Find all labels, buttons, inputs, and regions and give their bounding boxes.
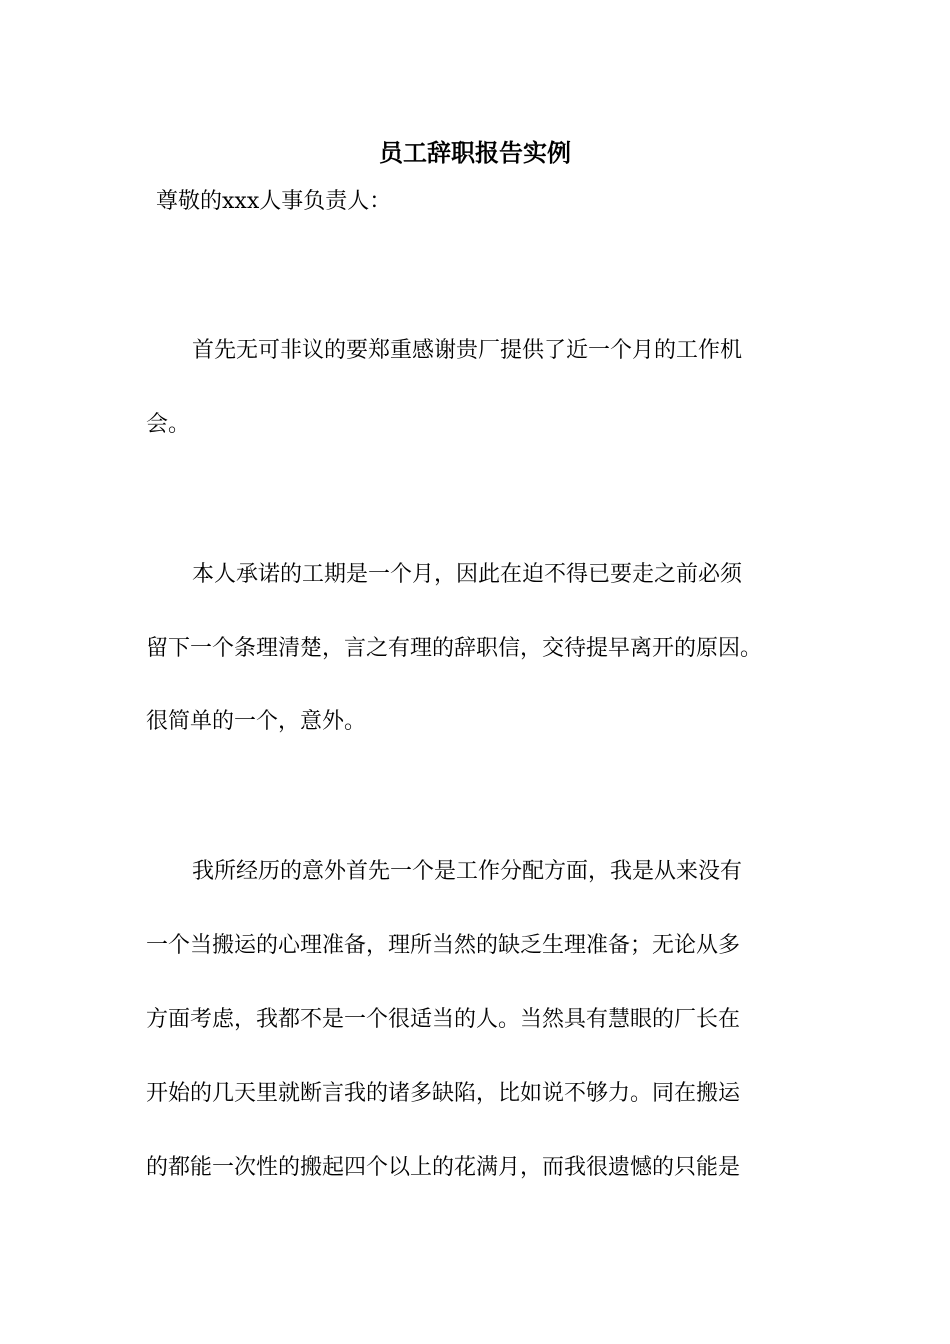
paragraph-line: 留下一个条理清楚，言之有理的辞职信，交待提早离开的原因。	[146, 636, 763, 661]
paragraph-line: 本人承诺的工期是一个月，因此在迫不得已要走之前必须	[192, 562, 743, 587]
paragraph-line: 很简单的一个，意外。	[146, 709, 367, 734]
document-title: 员工辞职报告实例	[379, 138, 571, 167]
paragraph-line: 一个当搬运的心理准备，理所当然的缺乏生理准备；无论从多	[146, 933, 741, 958]
paragraph-line: 开始的几天里就断言我的诸多缺陷，比如说不够力。同在搬运	[146, 1081, 741, 1106]
paragraph-line: 方面考虑，我都不是一个很适当的人。当然具有慧眼的厂长在	[146, 1007, 741, 1032]
paragraph-line: 的都能一次性的搬起四个以上的花满月，而我很遗憾的只能是	[146, 1155, 741, 1180]
salutation: 尊敬的xxx人事负责人：	[156, 189, 392, 214]
paragraph-line: 我所经历的意外首先一个是工作分配方面，我是从来没有	[192, 859, 743, 884]
paragraph-line: 会。	[146, 412, 191, 437]
paragraph-line: 首先无可非议的要郑重感谢贵厂提供了近一个月的工作机	[192, 338, 743, 363]
